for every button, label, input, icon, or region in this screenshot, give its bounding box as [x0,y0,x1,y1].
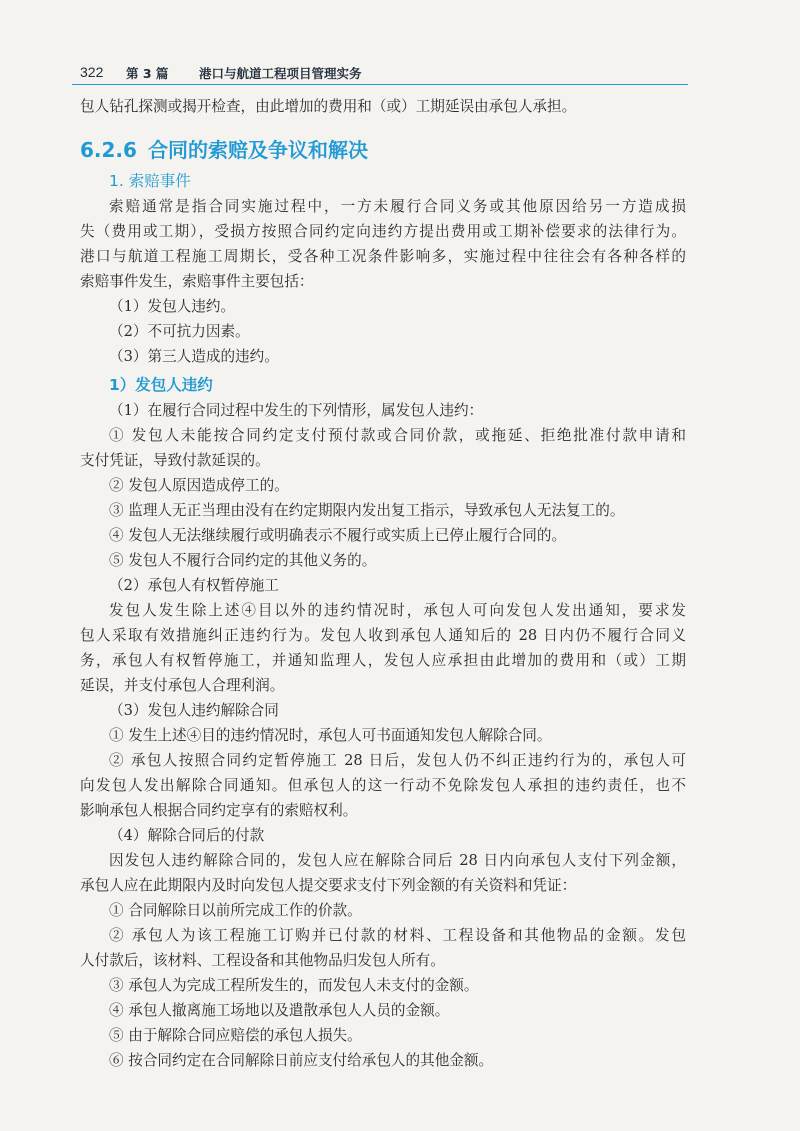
subsection-heading: 1. 索赔事件 [109,172,191,190]
list-item: ⑤ 发包人不履行合同约定的其他义务的。 [109,552,377,569]
text-line: 因发包人违约解除合同的，发包人应在解除合同后 28 日内向承包人支付下列金额， [109,852,686,869]
text-line: 务，承包人有权暂停施工，并通知监理人，发包人应承担由此增加的费用和（或）工期 [80,652,686,669]
text-line: 人付款后，该材料、工程设备和其他物品归发包人所有。 [80,952,445,969]
page-body [80,94,686,1073]
list-item: ⑥ 按合同约定在合同解除日前应支付给承包人的其他金额。 [109,1052,494,1069]
text-line: 向发包人发出解除合同通知。但承包人的这一行动不免除发包人承担的违约责任，也不 [80,777,686,794]
text-line: 发包人发生除上述④目以外的违约情况时，承包人可向发包人发出通知，要求发 [109,602,686,619]
text-line: 失（费用或工期），受损方按照合同约定向违约方提出费用或工期补偿要求的法律行为。 [80,223,686,240]
list-item: ⑤ 由于解除合同应赔偿的承包人损失。 [109,1027,362,1044]
list-item: （3）第三人造成的违约。 [109,348,279,365]
list-item: ③ 监理人无正当理由没有在约定期限内发出复工指示，导致承包人无法复工的。 [109,502,625,519]
list-item: ① 发生上述④目的违约情况时，承包人可书面通知发包人解除合同。 [109,727,552,744]
list-item: ① 发包人未能按合同约定支付预付款或合同价款，或拖延、拒绝批准付款申请和 [109,427,686,444]
text-line: 延误，并支付承包人合理利润。 [80,677,285,694]
list-item: ④ 承包人撤离施工场地以及遣散承包人人员的金额。 [109,1002,450,1019]
list-item: （2）承包人有权暂停施工 [109,577,279,594]
list-item: ④ 发包人无法继续履行或明确表示不履行或实质上已停止履行合同的。 [109,527,567,544]
list-item: ② 承包人为该工程施工订购并已付款的材料、工程设备和其他物品的金额。发包 [109,927,686,944]
list-item: （1）在履行合同过程中发生的下列情形，属发包人违约： [109,402,484,419]
text-line: 支付凭证，导致付款延误的。 [80,452,270,469]
text-line: 索赔事件发生，索赔事件主要包括： [80,273,314,290]
list-item: ② 发包人原因造成停工的。 [109,477,289,494]
text-line: 包人钻孔探测或揭开检查，由此增加的费用和（或）工期延误由承包人承担。 [80,98,577,115]
list-item: ② 承包人按照合同约定暂停施工 28 日后，发包人仍不纠正违约行为的，承包人可 [109,752,686,769]
section-number: 6.2.6 [80,138,137,162]
part-label: 第 3 篇 [126,66,169,81]
list-item: ① 合同解除日以前所完成工作的价款。 [109,902,362,919]
text-line: 港口与航道工程施工周期长，受各种工况条件影响多，实施过程中往往会有各种各样的 [80,248,686,265]
list-item: （3）发包人违约解除合同 [109,702,279,719]
list-item: （4）解除合同后的付款 [109,827,265,844]
section-title: 合同的索赔及争议和解决 [148,138,368,162]
list-item: ③ 承包人为完成工程所发生的，而发包人未支付的金额。 [109,977,479,994]
list-item: （1）发包人违约。 [109,298,236,315]
text-line: 承包人应在此期限内及时向发包人提交要求支付下列金额的有关资料和凭证： [80,877,577,894]
book-title: 港口与航道工程项目管理实务 [199,66,362,81]
text-line: 包人采取有效措施纠正违约行为。发包人收到承包人通知后的 28 日内仍不履行合同义 [80,627,686,644]
subsection-heading: 1）发包人违约 [109,376,213,394]
section-heading [80,135,686,165]
running-header [72,60,688,85]
text-line: 索赔通常是指合同实施过程中，一方未履行合同义务或其他原因给另一方造成损 [109,198,686,215]
page-number: 322 [80,64,104,80]
list-item: （2）不可抗力因素。 [109,323,250,340]
text-line: 影响承包人根据合同约定享有的索赔权利。 [80,802,358,819]
